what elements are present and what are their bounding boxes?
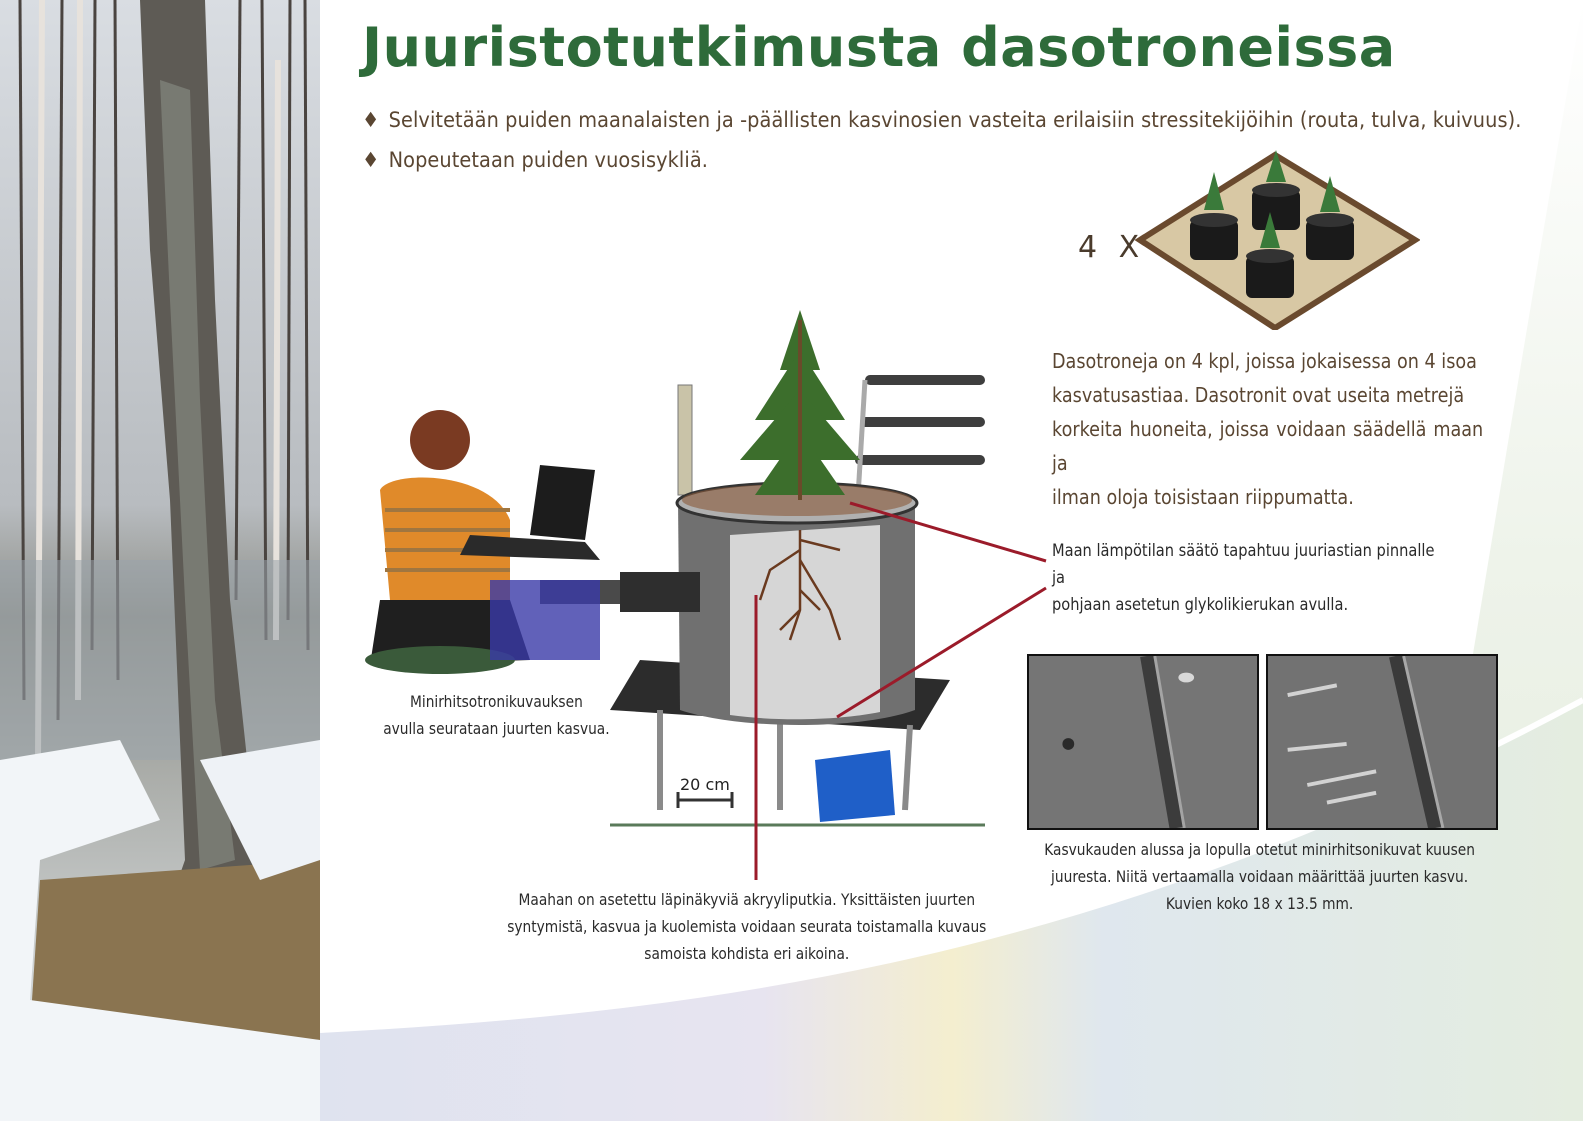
acrylic-caption: Maahan on asetettu läpinäkyviä akryyliputkia. Yksittäisten juurten syntymistä, kasvua ja kuolemista voidaan seurata toistamalla kuvaus samoista kohdista eri aikoina.	[507, 890, 987, 963]
count-label: 4 X	[1078, 230, 1146, 265]
diamond-bullet-icon: ♦	[362, 148, 380, 172]
bullet-item: ♦ Selvitetään puiden maanalaisten ja -päällisten kasvinosien vasteita erilaisiin stressitekijöihin (routa, tulva, kuivuus).	[362, 108, 1522, 132]
minirhizo-caption: Minirhitsotronikuvauksen avulla seurataan juurten kasvua.	[383, 692, 610, 738]
micro-caption: Kasvukauden alussa ja lopulla otetut minirhitsonikuvat kuusen juuresta. Niitä vertaamalla voidaan määrittää juurten kasvu. Kuvien koko 18 x 13.5 mm.	[1044, 840, 1475, 913]
minirhizotron-image-end	[1266, 654, 1498, 830]
diamond-bullet-icon: ♦	[362, 108, 380, 132]
dasotron-diagram	[1130, 150, 1420, 330]
dasotron-caption: Dasotroneja on 4 kpl, joissa jokaisessa on 4 isoa kasvatusastiaa. Dasotronit ovat useita metrejä korkeita huoneita, joissa voidaan säädellä maan ja ilman oloja toisistaan riippumatta.	[1052, 349, 1484, 509]
minirhizotron-image-start	[1027, 654, 1259, 830]
forest-photo	[0, 0, 320, 1121]
minirhizotron-apparatus-photo	[360, 310, 985, 830]
scale-label: 20 cm	[680, 775, 730, 794]
glycol-caption: Maan lämpötilan säätö tapahtuu juuriastian pinnalle ja pohjaan asetetun glykolikierukan avulla.	[1052, 541, 1435, 615]
page-title: Juuristotutkimusta dasotroneissa	[362, 16, 1396, 79]
bullet-item: ♦ Nopeutetaan puiden vuosisykliä.	[362, 148, 708, 172]
